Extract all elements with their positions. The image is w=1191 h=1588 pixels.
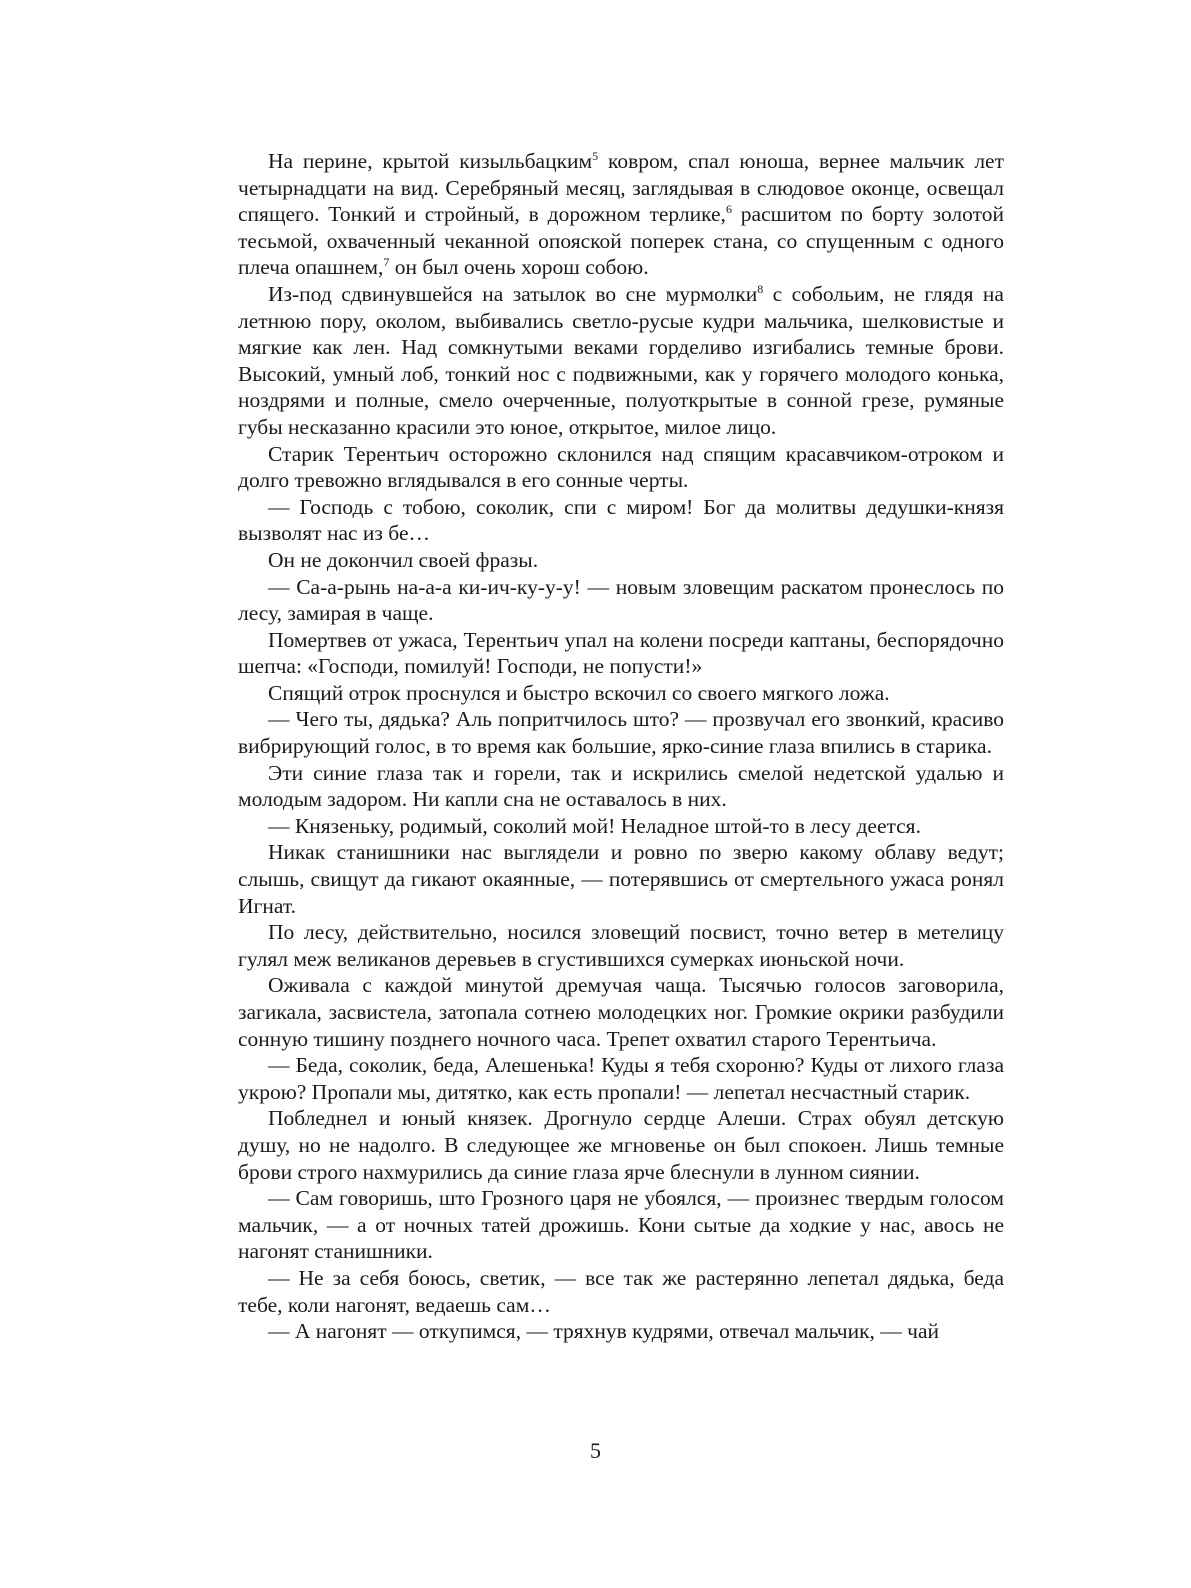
- footnote-marker: 7: [383, 255, 390, 270]
- paragraph-text: — А нагонят — откупимся, — тряхнув кудрями, отвечал мальчик, — чай: [268, 1319, 940, 1344]
- page-body-text: [238, 148, 1004, 1345]
- paragraph: [238, 574, 1004, 627]
- paragraph: [238, 494, 1004, 547]
- paragraph-text: Спящий отрок проснулся и быстро вскочил со своего мягкого ложа.: [268, 680, 890, 705]
- paragraph-text: — Сам говоришь, што Грозного царя не убоялся, — произнес твердым голосом мальчик, — а от ночных татей дрожишь. Кони сытые да ходкие у нас, авось не нагонят станишники.: [238, 1186, 1004, 1264]
- paragraph-text: — Чего ты, дядька? Аль попритчилось што? — прозвучал его звонкий, красиво вибрирующий голос, в то время как большие, ярко-синие глаза впились в старика.: [238, 707, 1004, 759]
- paragraph-text: Из-под сдвинувшейся на затылок во сне мурмолки: [268, 281, 758, 306]
- page-number: 5: [590, 1438, 601, 1463]
- paragraph: [238, 760, 1004, 813]
- paragraph: [238, 680, 1004, 707]
- paragraph-text: Никак станишники нас выглядели и ровно по зверю какому облаву ведут; слышь, свищут да гикают окаянные, — потерявшись от смертельного ужаса ронял Игнат.: [238, 840, 1004, 918]
- paragraph-text: ковром, спал юноша, вернее мальчик лет четырнадцати на вид. Серебряный месяц, заглядывая в слюдовое оконце, освещал спящего. Тонкий и стройный, в дорожном терлике,: [238, 149, 1004, 227]
- paragraph-text: — Са-а-рынь на-а-а ки-ич-ку-у-у! — новым зловещим раскатом пронеслось по лесу, замирая в чаще.: [238, 574, 1004, 626]
- paragraph: [238, 281, 1004, 441]
- paragraph: [238, 547, 1004, 574]
- paragraph: [238, 1052, 1004, 1105]
- paragraph-text: Эти синие глаза так и горели, так и искрились смелой недетской удалью и молодым задором. Ни капли сна не оставалось в них.: [238, 760, 1004, 812]
- paragraph: [238, 972, 1004, 1052]
- footnote-marker: 5: [592, 148, 599, 163]
- paragraph: [238, 1105, 1004, 1185]
- paragraph: [238, 148, 1004, 281]
- paragraph-text: Он не докончил своей фразы.: [268, 547, 539, 572]
- paragraph-text: Помертвев от ужаса, Терентьич упал на колени посреди каптаны, беспорядочно шепча: «Господи, помилуй! Господи, не попусти!»: [238, 627, 1004, 679]
- paragraph-text: — Князеньку, родимый, соколий мой! Неладное штой-то в лесу деется.: [268, 813, 921, 838]
- paragraph: [238, 1318, 1004, 1345]
- paragraph-text: — Господь с тобою, соколик, спи с миром! Бог да молитвы дедушки-князя вызволят нас из бе…: [238, 494, 1004, 546]
- paragraph-text: Побледнел и юный князек. Дрогнуло сердце Алеши. Страх обуял детскую душу, но не надолго. В следующее же мгновенье он был спокоен. Лишь темные брови строго нахмурились да синие глаза ярче блеснули в лунном сиянии.: [238, 1106, 1004, 1184]
- paragraph-text: расшитом по борту золотой тесьмой, охваченный чеканной опояской поперек стана, со спущенным с одного плеча опашнем,: [238, 202, 1004, 280]
- paragraph: [238, 813, 1004, 840]
- paragraph: [238, 627, 1004, 680]
- paragraph: [238, 1265, 1004, 1318]
- paragraph-text: Старик Терентьич осторожно склонился над спящим красавчиком-отроком и долго тревожно вглядывался в его сонные черты.: [238, 441, 1004, 493]
- paragraph-text: На перине, крытой кизыльбацким: [268, 149, 593, 173]
- paragraph-text: — Беда, соколик, беда, Алешенька! Куды я тебя схороню? Куды от лихого глаза укрою? Пропали мы, дитятко, как есть пропали! — лепетал несчастный старик.: [238, 1053, 1004, 1104]
- paragraph: [238, 706, 1004, 759]
- paragraph-text: По лесу, действительно, носился зловещий посвист, точно ветер в метелицу гулял меж великанов деревьев в сгустившихся сумерках июньской ночи.: [238, 920, 1004, 971]
- paragraph: [238, 919, 1004, 972]
- paragraph-text: Оживала с каждой минутой дремучая чаща. Тысячью голосов заговорила, загикала, засвистела, затопала сотнею молодецких ног. Громкие окрики разбудили сонную тишину позднего ночного часа. Трепет охватил старого Терентьича.: [238, 973, 1004, 1051]
- paragraph-text: — Не за себя боюсь, светик, — все так же растерянно лепетал дядька, беда тебе, коли нагонят, ведаешь сам…: [238, 1265, 1004, 1317]
- paragraph: [238, 839, 1004, 919]
- footnote-marker: 8: [757, 281, 764, 296]
- paragraph-text: он был очень хорош собою.: [389, 255, 649, 280]
- paragraph-text: с собольим, не глядя на летнюю пору, околом, выбивались светло-русые кудри мальчика, шелковистые и мягкие как лен. Над сомкнутыми веками горделиво изгибались темные брови. Высокий, умный лоб, тонкий нос с подвижными, как у горячего молодого конька, ноздрями и полные, смело очерченные, полуоткрытые в сонной грезе, румяные губы несказанно красили это юное, открытое, милое лицо.: [238, 281, 1004, 439]
- footnote-marker: 6: [725, 202, 732, 217]
- paragraph: [238, 1185, 1004, 1265]
- paragraph: [238, 441, 1004, 494]
